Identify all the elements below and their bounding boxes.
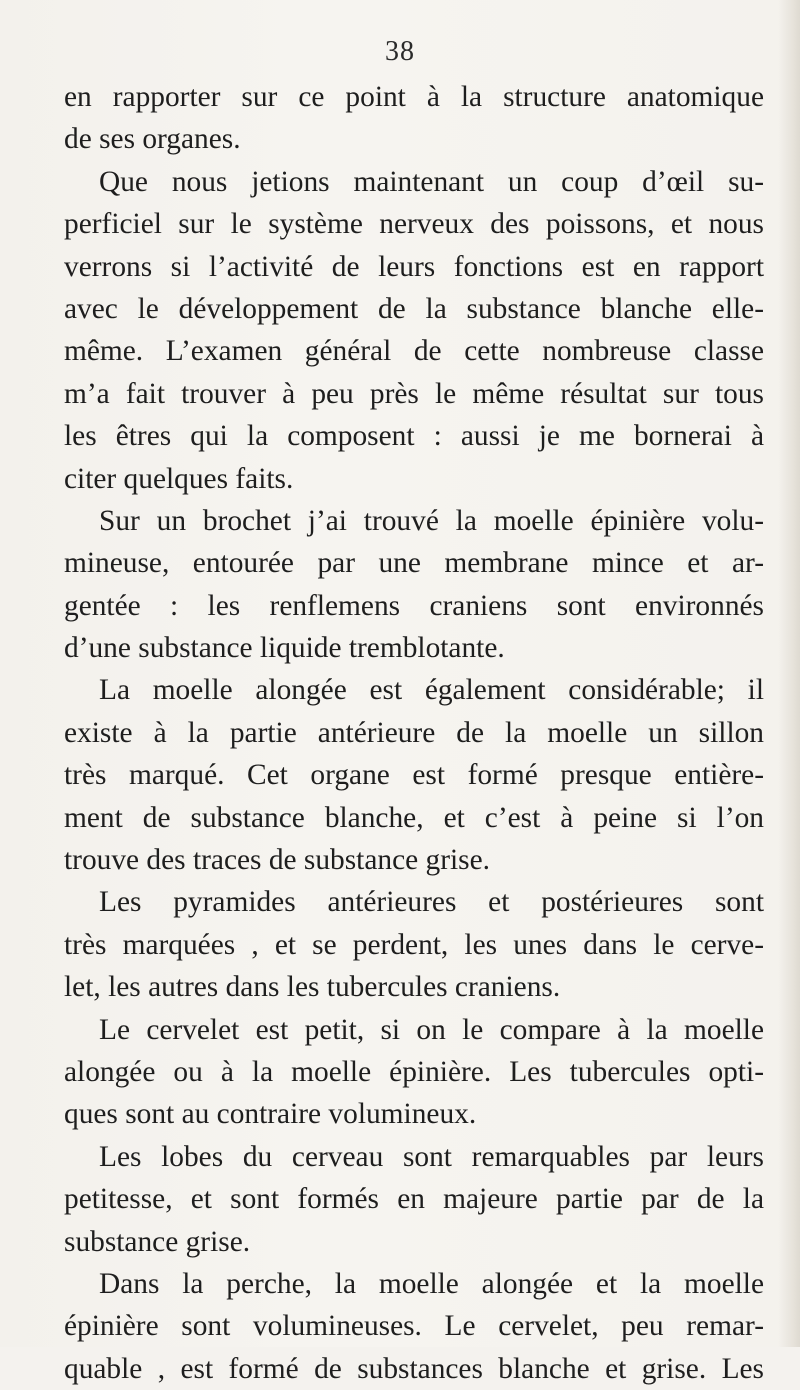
text-line: ment de substance blanche, et c’est à peine si l’on bbox=[64, 801, 764, 834]
text-line: let, les autres dans les tubercules craniens. bbox=[64, 971, 561, 1004]
text-line: verrons si l’activité de leurs fonctions est en rapport bbox=[64, 250, 764, 283]
text-line: Le cervelet est petit, si on le compare à la moelle bbox=[99, 1013, 764, 1046]
text-line: citer quelques faits. bbox=[64, 462, 294, 495]
text-line: Les pyramides antérieures et postérieures sont bbox=[99, 886, 764, 919]
text-line: Les lobes du cerveau sont remarquables par leurs bbox=[99, 1140, 764, 1173]
text-line: m’a fait trouver à peu près le même résultat sur tous bbox=[64, 377, 764, 410]
text-line: alongée ou à la moelle épinière. Les tubercules opti- bbox=[64, 1055, 764, 1088]
text-line: épinière sont volumineuses. Le cervelet, peu remar- bbox=[64, 1310, 764, 1343]
text-line: de ses organes. bbox=[64, 123, 241, 156]
page-number: 38 bbox=[385, 36, 415, 67]
text-line: gentée : les renflemens craniens sont environnés bbox=[64, 589, 764, 622]
text-line: très marquées , et se perdent, les unes dans le cerve- bbox=[64, 928, 764, 961]
body-text bbox=[64, 76, 764, 1390]
text-line: quable , est formé de substances blanche et grise. Les bbox=[64, 1352, 764, 1385]
text-line: trouve des traces de substance grise. bbox=[64, 844, 491, 877]
text-line: les êtres qui la composent : aussi je me bornerai à bbox=[64, 420, 764, 453]
text-line: même. L’examen général de cette nombreuse classe bbox=[64, 335, 764, 368]
text-line: perficiel sur le système nerveux des poissons, et nous bbox=[64, 208, 764, 241]
page-edge-shadow bbox=[778, 0, 800, 1347]
text-line: d’une substance liquide tremblotante. bbox=[64, 632, 505, 665]
text-line: Que nous jetions maintenant un coup d’œil su- bbox=[99, 165, 764, 198]
text-line: Sur un brochet j’ai trouvé la moelle épinière volu- bbox=[99, 504, 764, 537]
text-line: très marqué. Cet organe est formé presque entière- bbox=[64, 759, 764, 792]
text-line: existe à la partie antérieure de la moelle un sillon bbox=[64, 716, 764, 749]
text-line: substance grise. bbox=[64, 1225, 251, 1258]
text-line: en rapporter sur ce point à la structure anatomique bbox=[64, 81, 764, 113]
text-line: petitesse, et sont formés en majeure partie par de la bbox=[64, 1183, 764, 1216]
text-line: ques sont au contraire volumineux. bbox=[64, 1098, 477, 1131]
text-line: mineuse, entourée par une membrane mince et ar- bbox=[64, 547, 764, 580]
text-line: Dans la perche, la moelle alongée et la moelle bbox=[99, 1267, 764, 1300]
text-line: avec le développement de la substance blanche elle- bbox=[64, 292, 764, 325]
text-line: La moelle alongée est également considérable; il bbox=[99, 674, 764, 707]
